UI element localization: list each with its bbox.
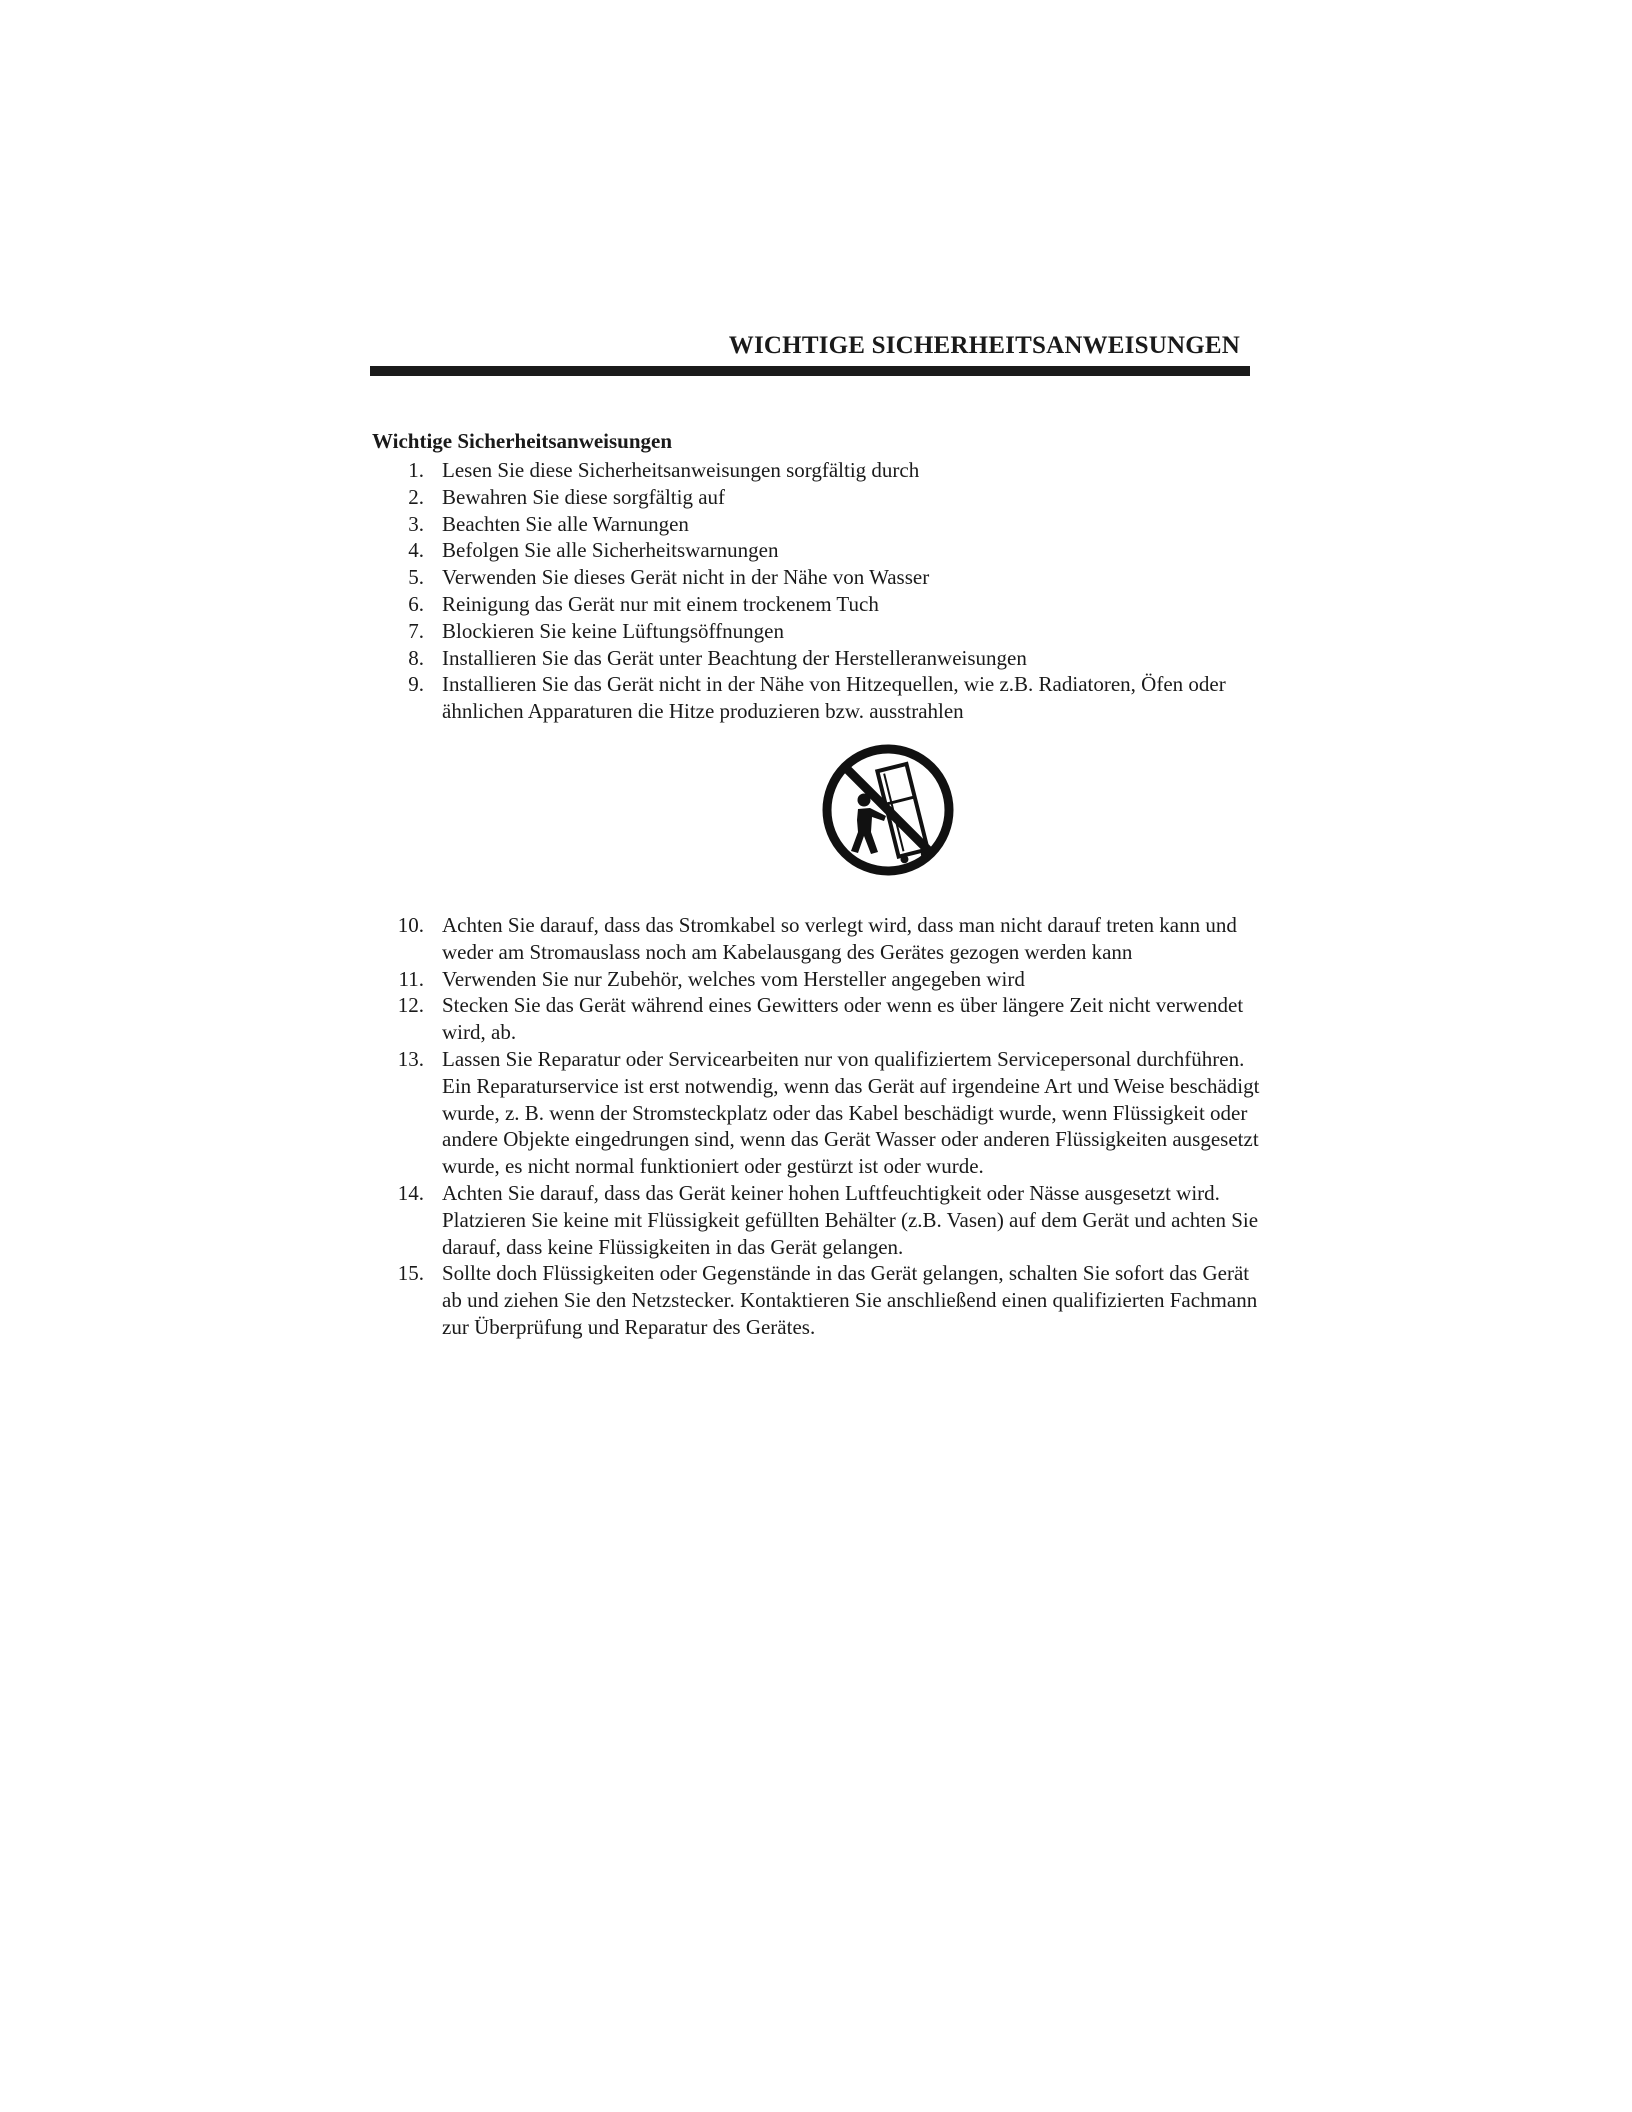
instruction-list-part-1 [372, 457, 1272, 725]
list-item [372, 457, 1272, 484]
item-text: Achten Sie darauf, dass das Gerät keiner hohen Luftfeuchtigkeit oder Nässe ausgesetzt wird. Platzieren Sie keine mit Flüssigkeit gefüllten Behälter (z.B. Vasen) auf dem Gerät und achten Sie darauf, dass keine Flüssigkeiten in das Gerät gelangen. [442, 1180, 1259, 1259]
item-text: Reinigung das Gerät nur mit einem trockenem Tuch [442, 591, 879, 616]
list-item [372, 537, 1272, 564]
list-item [372, 992, 1272, 1046]
item-text: Sollte doch Flüssigkeiten oder Gegenstände in das Gerät gelangen, schalten Sie sofort das Gerät ab und ziehen Sie den Netzstecker. Kontaktieren Sie anschließend einen qualifizierten Fachmann zur Überprüfung und Reparatur des Gerätes. [442, 1261, 1258, 1339]
item-number: 14. [397, 1180, 424, 1205]
item-text: Blockieren Sie keine Lüftungsöffnungen [442, 618, 784, 643]
list-item [372, 591, 1272, 618]
item-number: 4. [408, 538, 424, 563]
item-number: 3. [408, 511, 424, 536]
list-item [372, 1260, 1272, 1340]
item-number: 12. [397, 993, 424, 1018]
item-text: Verwenden Sie nur Zubehör, welches vom Hersteller angegeben wird [442, 966, 1025, 991]
item-number: 5. [408, 565, 424, 590]
list-item [372, 511, 1272, 538]
list-item [372, 1046, 1272, 1180]
item-number: 15. [397, 1261, 424, 1286]
item-text: Lassen Sie Reparatur oder Servicearbeiten nur von qualifiziertem Servicepersonal durchführen. Ein Reparaturservice ist erst notwendig, wenn das Gerät auf irgendeine Art und Weise beschädigt wurde, z. B. wenn der Stromsteckplatz oder das Kabel beschädigt wurde, wenn Flüssigkeit oder andere Objekte eingedrungen sind, wenn das Gerät Wasser oder anderen Flüssigkeiten ausgesetzt wurde, es nicht normal funktioniert oder gestürzt ist oder wurde. [442, 1046, 1260, 1179]
item-number: 7. [408, 618, 424, 643]
list-item [372, 618, 1272, 645]
item-number: 11. [398, 966, 424, 991]
item-text: Beachten Sie alle Warnungen [442, 511, 689, 536]
list-item [372, 671, 1272, 725]
section-title: Wichtige Sicherheitsanweisungen [372, 429, 673, 453]
item-number: 1. [408, 458, 424, 482]
item-text: Stecken Sie das Gerät während eines Gewitters oder wenn es über längere Zeit nicht verwendet wird, ab. [442, 993, 1244, 1045]
item-text: Befolgen Sie alle Sicherheitswarnungen [442, 538, 779, 563]
item-number: 2. [408, 484, 424, 509]
item-text: Installieren Sie das Gerät unter Beachtung der Herstelleranweisungen [442, 645, 1027, 670]
item-text: Verwenden Sie dieses Gerät nicht in der Nähe von Wasser [442, 565, 930, 590]
item-text: Achten Sie darauf, dass das Stromkabel so verlegt wird, dass man nicht darauf treten kann und weder am Stromauslass noch am Kabelausgang des Gerätes gezogen werden kann [442, 913, 1237, 964]
item-number: 6. [408, 591, 424, 616]
item-text: Bewahren Sie diese sorgfältig auf [442, 484, 726, 509]
list-item [372, 484, 1272, 511]
item-number: 8. [408, 645, 424, 670]
item-number: 13. [397, 1046, 424, 1071]
list-item [372, 912, 1272, 966]
list-item [372, 1180, 1272, 1260]
no-cart-tip-over-icon [818, 740, 958, 880]
item-text: Installieren Sie das Gerät nicht in der Nähe von Hitzequellen, wie z.B. Radiatoren, Öfen oder ähnlichen Apparaturen die Hitze produzieren bzw. ausstrahlen [442, 672, 1226, 724]
instruction-list-part-2 [372, 912, 1272, 1341]
list-item [372, 645, 1272, 672]
item-number: 9. [408, 672, 424, 697]
page-title: WICHTIGE SICHERHEITSANWEISUNGEN [728, 332, 1240, 359]
item-text: Lesen Sie diese Sicherheitsanweisungen sorgfältig durch [442, 458, 920, 482]
item-number: 10. [397, 913, 424, 937]
list-item [372, 966, 1272, 993]
list-item [372, 564, 1272, 591]
header-divider [370, 366, 1250, 376]
